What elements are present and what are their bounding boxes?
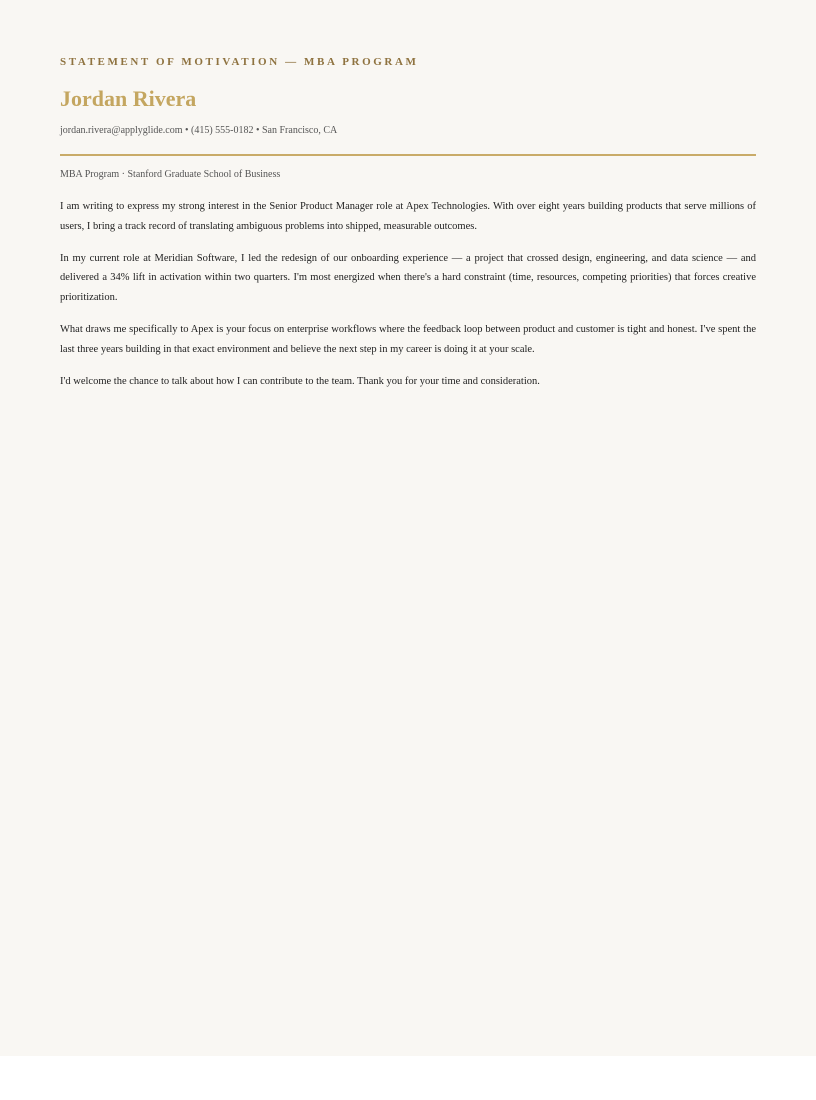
header-divider [60, 154, 756, 156]
applicant-name: Jordan Rivera [60, 86, 197, 111]
body-paragraph: What draws me specifically to Apex is your focus on enterprise workflows where the feedback loop between product and customer is tight and honest. I've spent the last three years building in that exact environment and believe the next step in my career is doing it at your scale. [60, 323, 756, 355]
body-paragraph: I am writing to express my strong interest in the Senior Product Manager role at Apex Technologies. With over eight years building products that serve millions of users, I bring a track record of translating ambiguous problems into shipped, measurable outcomes. [60, 201, 756, 232]
body-paragraph: In my current role at Meridian Software, I led the redesign of our onboarding experience — a project that crossed design, engineering, and data science — and delivered a 34% lift in activation within two quarters. I'm most energized when there's a hard constraint (time, resources, competing priorities) that forces creative prioritization. [60, 252, 756, 303]
letter-body [60, 197, 756, 404]
recipient-line: MBA Program · Stanford Graduate School of Business [60, 169, 281, 180]
body-paragraph: I'd welcome the chance to talk about how I can contribute to the team. Thank you for your time and consideration. [60, 375, 540, 387]
contact-line: jordan.rivera@applyglide.com • (415) 555-0182 • San Francisco, CA [60, 125, 338, 136]
document-kicker: STATEMENT OF MOTIVATION — MBA PROGRAM [60, 56, 419, 68]
